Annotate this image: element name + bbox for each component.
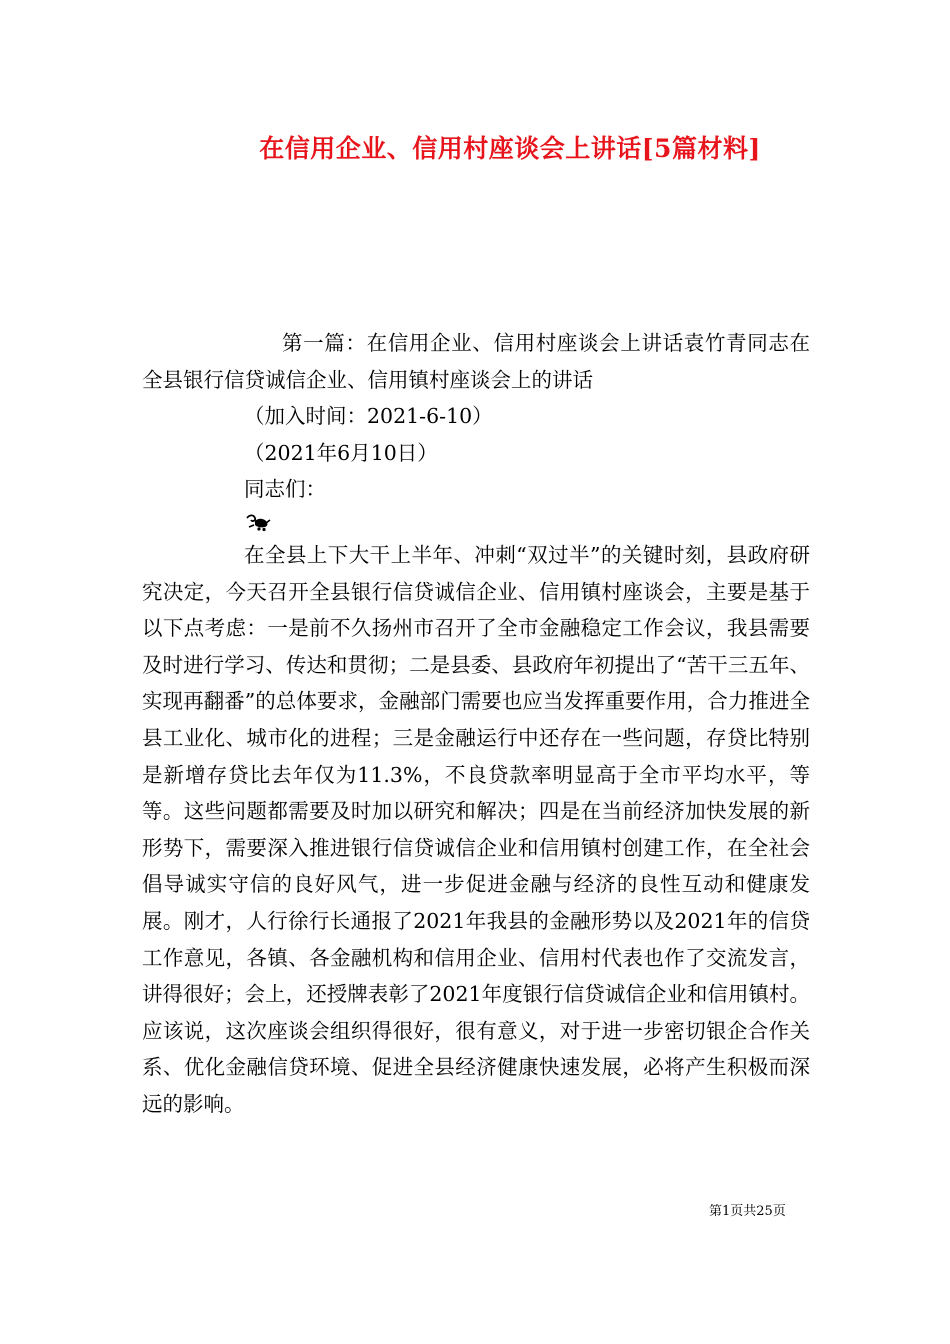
section-heading: 第一篇：在信用企业、信用村座谈会上讲话袁竹青同志在全县银行信贷诚信企业、信用镇村座谈会上的讲话 xyxy=(142,331,810,392)
decorative-ornament-icon xyxy=(245,512,271,532)
page-number-footer: 第1页共25页 xyxy=(709,1204,786,1219)
speech-paragraph: 在全县上下大干上半年、冲刺“双过半”的关键时刻，县政府研究决定，今天召开全县银行信贷诚信企业、信用镇村座谈会，主要是基于以下点考虑：一是前不久扬州市召开了全市金融稳定工作会议，我县需要及时进行学习、传达和贯彻；二是县委、县政府年初提出了“苦干三五年、实现再翻番”的总体要求，金融部门需要也应当发挥重要作用，合力推进全县工业化、城市化的进程；三是金融运行中还存在一些问题，存贷比特别是新增存贷比去年仅为11.3%，不良贷款率明显高于全市平均水平，等等。这些问题都需要及时加以研究和解决；四是在当前经济加快发展的新形势下，需要深入推进银行信贷诚信企业和信用镇村创建工作，在全社会倡导诚实守信的良好风气，进一步促进金融与经济的良性互动和健康发展。刚才，人行徐行长通报了2021年我县的金融形势以及2021年的信贷工作意见，各镇、各金融机构和信用企业、信用村代表也作了交流发言，讲得很好；会上，还授牌表彰了2021年度银行信贷诚信企业和信用镇村。应该说，这次座谈会组织得很好，很有意义，对于进一步密切银企合作关系、优化金融信贷环境、促进全县经济健康快速发展，必将产生积极而深远的影响。 xyxy=(142,543,810,1116)
added-time-line: （加入时间：2021-6-10） xyxy=(244,404,493,428)
speech-date-line: （2021年6月10日） xyxy=(244,441,438,465)
document-title: 在信用企业、信用村座谈会上讲话[5篇材料] xyxy=(259,134,761,163)
greeting-line: 同志们： xyxy=(244,477,326,501)
